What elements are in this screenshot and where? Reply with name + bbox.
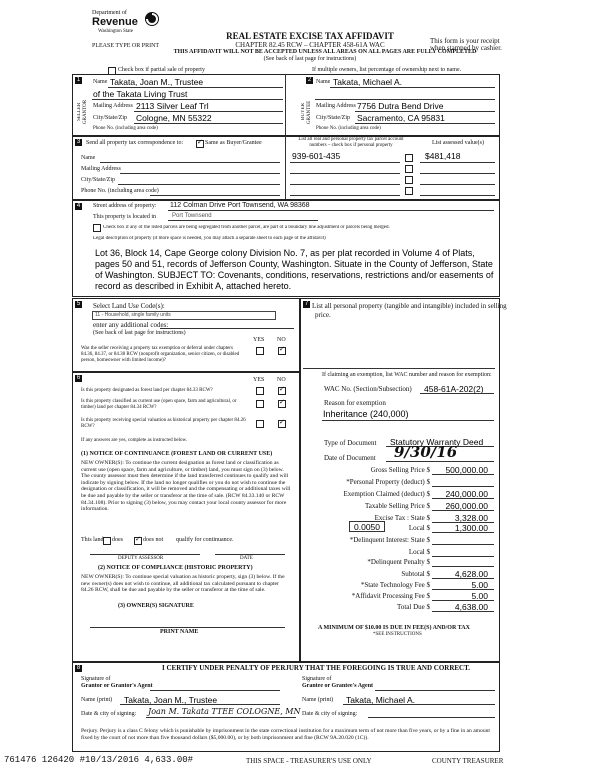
- seller-name-line1: Takata, Joan M., Trustee: [110, 77, 204, 87]
- completion-warning: THIS AFFIDAVIT WILL NOT BE ACCEPTED UNLESS ALL AREAS ON ALL PAGES ARE FULLY COMPLETED: [173, 49, 477, 55]
- tax-line-value: 500,000.00: [445, 465, 488, 475]
- buyer-side-label: BUYER GRANTEE: [301, 100, 312, 124]
- tax-line-rule: [432, 544, 494, 545]
- section-3-number: 3: [76, 139, 81, 145]
- tax-line-label: *State Technology Fee $: [360, 581, 430, 589]
- parcel-number: 939-601-435: [292, 151, 341, 161]
- receipt-note-2: when stamped by cashier.: [430, 44, 502, 52]
- section-5-number: 5: [76, 301, 81, 307]
- tax-line-rule: [432, 566, 494, 567]
- tax-line-value: 5.00: [471, 580, 488, 590]
- section-7-number: 7: [304, 301, 309, 307]
- agency-line3: Washington State: [98, 29, 134, 34]
- agency-line2: Revenue: [92, 16, 138, 28]
- grantee-print-name: Takata, Michael A.: [346, 695, 415, 705]
- section-6-number: 6: [76, 375, 81, 381]
- exemption-no-checkbox[interactable]: [278, 347, 286, 355]
- section-4-number: 4: [76, 203, 81, 209]
- seller-city: Cologne, MN 55322: [136, 113, 212, 123]
- tax-line-rule: [432, 556, 494, 557]
- dor-swirl-icon: [144, 11, 160, 27]
- tax-line-value: 240,000.00: [445, 489, 488, 499]
- buyer-name: Takata, Michael A.: [333, 77, 402, 87]
- legal-description: Lot 36, Block 14, Cape George colony Division No. 7, as per plat recorded in Volume 4 of Plats, pages 50 and 51, records of Jefferson County, Washington. Situate in the County of Jefferson, State of Washington. SUBJECT TO: Covenants, conditions, reservations, restrictions and/or easements of record as described in Exhibit A, attached hereto.: [95, 248, 494, 291]
- tax-line-rule: [432, 578, 494, 579]
- local-rate: 0.0050: [349, 521, 385, 532]
- chapter-ref: CHAPTER 82.45 RCW – CHAPTER 458-61A WAC: [235, 41, 385, 49]
- tax-line-value: 4,628.00: [454, 569, 488, 579]
- parcel-personal-checkbox-1[interactable]: [405, 154, 413, 162]
- tax-line-label: *Delinquent Interest: State $: [349, 536, 430, 544]
- current-use-no-checkbox[interactable]: [278, 400, 286, 408]
- tax-line-label: Local $: [408, 548, 430, 556]
- section-2-number: 2: [307, 77, 312, 83]
- tax-line-label: *Delinquent Penalty $: [367, 558, 430, 566]
- document-type: Statutory Warranty Deed: [390, 437, 484, 447]
- tax-line-rule: [432, 589, 494, 590]
- segregation-checkbox[interactable]: [93, 224, 101, 232]
- see-back-note: (See back of last page for instructions): [263, 56, 357, 62]
- located-in-value: Port Townsend: [172, 213, 212, 219]
- tax-line-rule: [432, 600, 494, 601]
- tax-line-label: Taxable Selling Price $: [364, 502, 430, 510]
- assessed-value: $481,418: [425, 151, 461, 161]
- same-as-buyer-checkbox[interactable]: [196, 140, 204, 148]
- parcel-personal-checkbox-2[interactable]: [405, 165, 413, 173]
- parcel-personal-checkbox-3[interactable]: [405, 176, 413, 184]
- tax-line-rule: [432, 532, 494, 533]
- tax-line-label: Subtotal $: [401, 570, 430, 578]
- print-note: PLEASE TYPE OR PRINT: [92, 43, 160, 49]
- tax-line-label: *Personal Property (deduct) $: [346, 478, 430, 486]
- tax-line-value: 260,000.00: [445, 501, 488, 511]
- historic-yes-checkbox[interactable]: [256, 420, 264, 428]
- tax-line-label: Local $: [408, 524, 430, 532]
- land-does-checkbox[interactable]: [103, 537, 111, 545]
- land-does-not-checkbox[interactable]: [134, 537, 142, 545]
- property-street: 112 Colman Drive Port Townsend, WA 98368: [170, 202, 310, 209]
- current-use-yes-checkbox[interactable]: [256, 400, 264, 408]
- buyer-city: Sacramento, CA 95831: [357, 113, 445, 123]
- tax-line-label: Gross Selling Price $: [370, 466, 430, 474]
- tax-line-rule: [432, 474, 494, 475]
- tax-line-label: Exemption Claimed (deduct) $: [343, 490, 430, 498]
- partial-sale-label: Check box if partial sale of property: [118, 67, 205, 73]
- agency-line1: Department of: [92, 10, 127, 16]
- document-date: 9/30/16: [394, 443, 458, 461]
- forest-no-checkbox[interactable]: [278, 387, 286, 395]
- historic-no-checkbox[interactable]: [278, 420, 286, 428]
- exemption-reason: Inheritance (240,000): [323, 409, 409, 419]
- seller-name-line2: of the Takata Living Trust: [93, 89, 188, 99]
- section-1-number: 1: [76, 77, 81, 83]
- wac-number: 458-61A-202(2): [424, 384, 484, 394]
- forest-yes-checkbox[interactable]: [256, 387, 264, 395]
- tax-line-rule: [432, 510, 494, 511]
- grantor-signature: Joan M. Takata TTEE COLOGNE, MN: [148, 707, 301, 716]
- tax-line-value: 4,638.00: [454, 602, 488, 612]
- multiple-owners-note: If multiple owners, list percentage of ownership next to name.: [312, 67, 462, 73]
- section-8-number: 8: [76, 665, 81, 671]
- tax-line-label: *Affidavit Processing Fee $: [351, 592, 430, 600]
- tax-line-value: 3,328.00: [454, 513, 488, 523]
- grantor-print-name: Takata, Joan M., Trustee: [124, 695, 218, 705]
- tax-line-value: 1,300.00: [454, 523, 488, 533]
- tax-line-rule: [432, 486, 494, 487]
- buyer-address: 7756 Dutra Bend Drive: [357, 101, 444, 111]
- tax-line-value: 5.00: [471, 591, 488, 601]
- tax-line-label: Excise Tax : State $: [374, 514, 430, 522]
- tax-line-label: Total Due $: [397, 603, 430, 611]
- form-title: REAL ESTATE EXCISE TAX AFFIDAVIT: [226, 31, 394, 41]
- section-6-box: [72, 372, 300, 662]
- tax-line-rule: [432, 611, 494, 612]
- tax-line-rule: [432, 498, 494, 499]
- treasurer-stamp: 761476 126420 #10/13/2016 4,633.00#: [4, 755, 194, 765]
- dor-logo: [92, 10, 162, 38]
- receipt-note-1: This form is your receipt: [430, 37, 500, 45]
- exemption-yes-checkbox[interactable]: [256, 347, 264, 355]
- seller-side-label: SELLER GRANTOR: [77, 99, 88, 125]
- send-correspondence-label: Send all property tax correspondence to:: [86, 140, 184, 146]
- seller-address: 2113 Silver Leaf Trl: [136, 101, 209, 111]
- land-use-code[interactable]: 11 - Household, single family units: [92, 311, 276, 320]
- parcel-personal-checkbox-4[interactable]: [405, 187, 413, 195]
